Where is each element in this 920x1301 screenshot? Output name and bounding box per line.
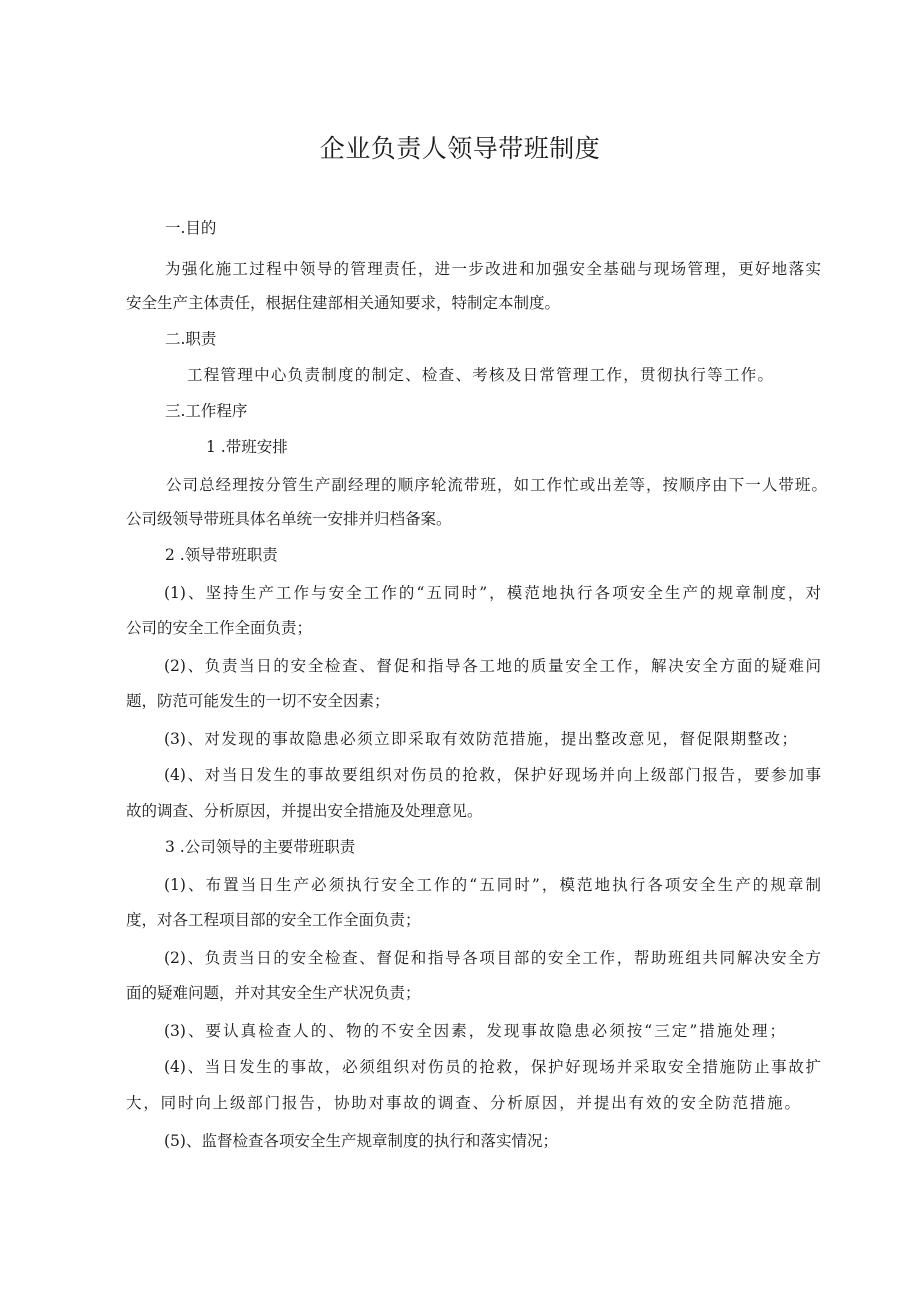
item1-body-line1: 公司总经理按分管生产副经理的顺序轮流带班，如工作忙或出差等，按顺序由下一人带班。 <box>166 476 827 494</box>
item1-body-line2: 公司级领导带班具体名单统一安排并归档备案。 <box>126 510 452 528</box>
item3-p2-line2: 面的疑难问题，并对其安全生产状况负责； <box>126 984 421 1002</box>
item3-p4-line2: 大，同时向上级部门报告，协助对事故的调查、分析原因，并提出有效的安全防范措施。 <box>126 1094 800 1112</box>
duty-body: 工程管理中心负责制度的制定、检查、考核及日常管理工作，贯彻执行等工作。 <box>187 366 773 384</box>
item2-p2-line2: 题，防范可能发生的一切不安全因素； <box>126 692 390 710</box>
item3-p3-line1: (3)、要认真检查人的、物的不安全因素，发现事故隐患必须按“三定”措施处理； <box>164 1022 785 1040</box>
item2-p2-line1: (2)、负责当日的安全检查、督促和指导各工地的质量安全工作，解决安全方面的疑难问 <box>164 657 821 675</box>
purpose-body-line1: 为强化施工过程中领导的管理责任，进一步改进和加强安全基础与现场管理，更好地落实 <box>165 260 821 278</box>
document-title: 企业负责人领导带班制度 <box>319 134 601 163</box>
item3-p1-line1: (1)、布置当日生产必须执行安全工作的“五同时”，模范地执行各项安全生产的规章制 <box>164 876 821 894</box>
item2-p4-line2: 故的调查、分析原因，并提出安全措施及处理意见。 <box>126 802 483 820</box>
item3-p2-line1: (2)、负责当日的安全检查、督促和指导各项目部的安全工作，帮助班组共同解决安全方 <box>164 949 821 967</box>
item3-p1-line2: 度，对各工程项目部的安全工作全面负责； <box>126 911 421 929</box>
item2-p4-line1: (4)、对当日发生的事故要组织对伤员的抢救，保护好现场并向上级部门报告，要参加事 <box>164 766 821 784</box>
item2-p1-line1: (1)、坚持生产工作与安全工作的“五同时”，模范地执行各项安全生产的规章制度，对 <box>164 584 821 602</box>
purpose-body-line2: 安全生产主体责任，根据住建部相关通知要求，特制定本制度。 <box>126 294 561 312</box>
item2-p3-line1: (3)、对发现的事故隐患必须立即采取有效防范措施，提出整改意见，督促限期整改； <box>164 730 797 748</box>
item2-heading: 2 .领导带班职责 <box>165 546 278 564</box>
item3-heading: 3 .公司领导的主要带班职责 <box>165 838 356 856</box>
item3-p5-line1: (5)、监督检查各项安全生产规章制度的执行和落实情况； <box>164 1132 558 1150</box>
purpose-heading: 一.目的 <box>165 219 217 237</box>
item2-p1-line2: 公司的安全工作全面负责； <box>126 619 313 637</box>
item3-p4-line1: (4)、当日发生的事故，必须组织对伤员的抢救，保护好现场并采取安全措施防止事故扩 <box>164 1058 821 1076</box>
item1-heading: 1 .带班安排 <box>206 438 288 456</box>
duty-heading: 二.职责 <box>165 330 217 348</box>
procedure-heading: 三.工作程序 <box>165 402 248 420</box>
